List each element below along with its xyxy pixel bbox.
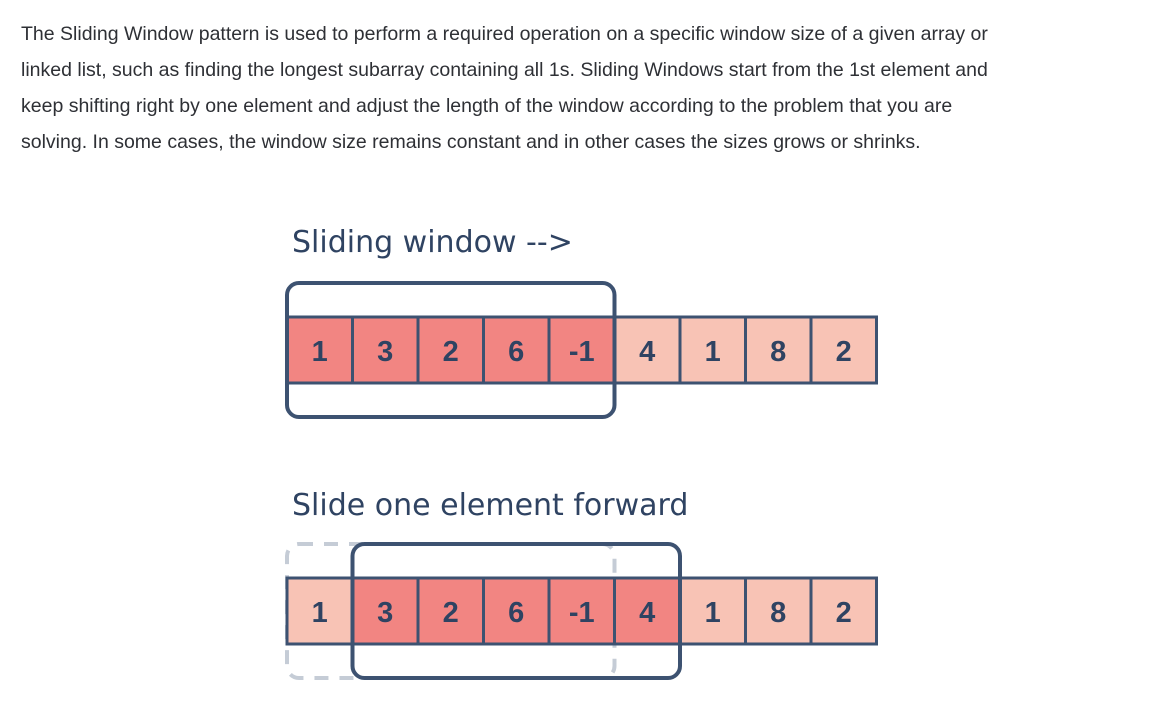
- array-row-slid: [287, 544, 877, 678]
- caption-slide-forward: Slide one element forward: [292, 488, 689, 523]
- array-cell-value: 6: [508, 597, 525, 629]
- paragraph-line: keep shifting right by one element and adjust the length of the window according to the problem that you are: [21, 95, 953, 117]
- array-cell-value: -1: [568, 336, 595, 368]
- paragraph-line: The Sliding Window pattern is used to perform a required operation on a specific window size of a given array or: [21, 23, 988, 45]
- array-cell-value: 2: [835, 597, 852, 629]
- array-row-initial: [287, 283, 877, 417]
- array-cell-value: 1: [311, 336, 328, 368]
- array-cell-value: 6: [508, 336, 525, 368]
- array-cell-value: 1: [311, 597, 328, 629]
- array-cell-value: 4: [639, 336, 656, 368]
- array-cell-value: 8: [770, 597, 787, 629]
- array-cell-value: 2: [442, 597, 459, 629]
- array-cell-value: -1: [568, 597, 595, 629]
- array-cell-value: 3: [377, 336, 394, 368]
- array-cell-value: 2: [835, 336, 852, 368]
- caption-sliding-window: Sliding window -->: [292, 225, 573, 260]
- array-cell-value: 8: [770, 336, 787, 368]
- paragraph-line: solving. In some cases, the window size remains constant and in other cases the sizes grows or shrinks.: [21, 131, 921, 153]
- array-cell-value: 2: [442, 336, 459, 368]
- array-cell-value: 1: [704, 336, 721, 368]
- array-cell-value: 3: [377, 597, 394, 629]
- array-cell-value: 4: [639, 597, 656, 629]
- array-cell-value: 1: [704, 597, 721, 629]
- paragraph-line: linked list, such as finding the longest subarray containing all 1s. Sliding Windows start from the 1st element and: [21, 59, 988, 81]
